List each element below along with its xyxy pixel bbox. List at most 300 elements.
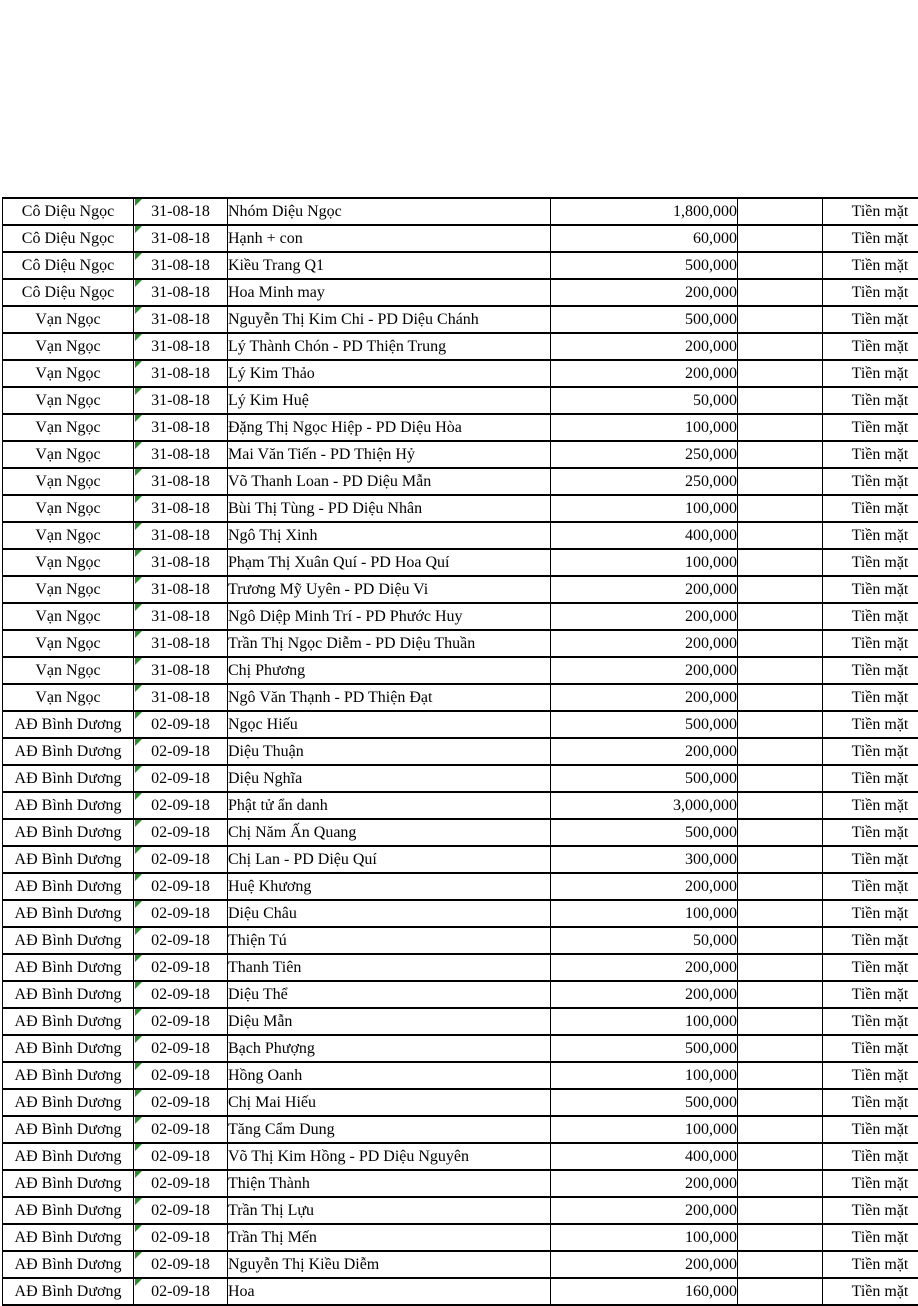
date-text: 31-08-18 bbox=[151, 662, 210, 679]
table-row bbox=[3, 900, 918, 927]
payment-method-cell[interactable]: Tiền mặt bbox=[823, 225, 918, 252]
payment-method-cell[interactable]: Tiền mặt bbox=[823, 468, 918, 495]
cell-error-indicator-icon bbox=[135, 604, 142, 611]
note-cell[interactable] bbox=[738, 198, 823, 225]
date-cell[interactable] bbox=[134, 684, 228, 711]
donor-name-cell[interactable]: Chị Mai Hiếu bbox=[228, 1089, 551, 1116]
date-cell[interactable] bbox=[134, 1035, 228, 1062]
amount-cell[interactable]: 300,000 bbox=[551, 846, 738, 873]
amount-cell[interactable]: 500,000 bbox=[551, 1035, 738, 1062]
payment-method-cell[interactable]: Tiền mặt bbox=[823, 792, 918, 819]
cell-error-indicator-icon bbox=[135, 1225, 142, 1232]
donor-name-cell[interactable]: Huệ Khương bbox=[228, 873, 551, 900]
payment-method-cell[interactable]: Tiền mặt bbox=[823, 1035, 918, 1062]
donor-name-cell[interactable]: Mai Văn Tiến - PD Thiện Hỷ bbox=[228, 441, 551, 468]
group-cell[interactable]: AĐ Bình Dương bbox=[3, 1116, 134, 1143]
date-cell[interactable] bbox=[134, 900, 228, 927]
payment-method-cell[interactable]: Tiền mặt bbox=[823, 738, 918, 765]
donor-name-cell[interactable]: Chị Năm Ấn Quang bbox=[228, 819, 551, 846]
date-cell[interactable] bbox=[134, 603, 228, 630]
donor-name-cell[interactable]: Chị Lan - PD Diệu Quí bbox=[228, 846, 551, 873]
group-cell[interactable]: AĐ Bình Dương bbox=[3, 900, 134, 927]
group-cell[interactable]: AĐ Bình Dương bbox=[3, 1197, 134, 1224]
donor-name-cell[interactable]: Bạch Phượng bbox=[228, 1035, 551, 1062]
note-cell[interactable] bbox=[738, 522, 823, 549]
note-cell[interactable] bbox=[738, 765, 823, 792]
donation-table bbox=[2, 197, 918, 1306]
amount-cell[interactable]: 500,000 bbox=[551, 711, 738, 738]
table-row bbox=[3, 1089, 918, 1116]
group-cell[interactable]: Vạn Ngọc bbox=[3, 603, 134, 630]
payment-method-cell[interactable]: Tiền mặt bbox=[823, 1224, 918, 1251]
payment-method-cell[interactable]: Tiền mặt bbox=[823, 252, 918, 279]
date-cell[interactable] bbox=[134, 738, 228, 765]
amount-cell[interactable]: 200,000 bbox=[551, 576, 738, 603]
date-cell[interactable] bbox=[134, 333, 228, 360]
donor-name-cell[interactable]: Ngô Thị Xinh bbox=[228, 522, 551, 549]
group-cell[interactable]: Vạn Ngọc bbox=[3, 549, 134, 576]
date-text: 02-09-18 bbox=[151, 1202, 210, 1219]
group-cell[interactable]: AĐ Bình Dương bbox=[3, 1008, 134, 1035]
date-cell[interactable] bbox=[134, 549, 228, 576]
group-cell[interactable]: AĐ Bình Dương bbox=[3, 846, 134, 873]
note-cell[interactable] bbox=[738, 549, 823, 576]
cell-error-indicator-icon bbox=[135, 1144, 142, 1151]
date-cell[interactable] bbox=[134, 1170, 228, 1197]
payment-method-cell[interactable]: Tiền mặt bbox=[823, 1197, 918, 1224]
group-cell[interactable]: AĐ Bình Dương bbox=[3, 873, 134, 900]
amount-cell[interactable]: 500,000 bbox=[551, 765, 738, 792]
table-row bbox=[3, 1224, 918, 1251]
amount-cell[interactable]: 200,000 bbox=[551, 873, 738, 900]
table-row bbox=[3, 576, 918, 603]
amount-cell[interactable]: 3,000,000 bbox=[551, 792, 738, 819]
date-cell[interactable] bbox=[134, 252, 228, 279]
payment-method-cell[interactable]: Tiền mặt bbox=[823, 1089, 918, 1116]
group-cell[interactable]: AĐ Bình Dương bbox=[3, 954, 134, 981]
donor-name-cell[interactable]: Hạnh + con bbox=[228, 225, 551, 252]
group-cell[interactable]: Vạn Ngọc bbox=[3, 684, 134, 711]
date-cell[interactable] bbox=[134, 846, 228, 873]
date-cell[interactable] bbox=[134, 765, 228, 792]
date-cell[interactable] bbox=[134, 927, 228, 954]
table-row bbox=[3, 198, 918, 225]
payment-method-cell[interactable]: Tiền mặt bbox=[823, 576, 918, 603]
cell-error-indicator-icon bbox=[135, 415, 142, 422]
amount-cell[interactable]: 50,000 bbox=[551, 387, 738, 414]
table-row bbox=[3, 1251, 918, 1278]
group-cell[interactable]: AĐ Bình Dương bbox=[3, 765, 134, 792]
donor-name-cell[interactable]: Nhóm Diệu Ngọc bbox=[228, 198, 551, 225]
group-cell[interactable]: Cô Diệu Ngọc bbox=[3, 225, 134, 252]
group-cell[interactable]: Vạn Ngọc bbox=[3, 306, 134, 333]
payment-method-cell[interactable]: Tiền mặt bbox=[823, 522, 918, 549]
cell-error-indicator-icon bbox=[135, 1036, 142, 1043]
date-text: 31-08-18 bbox=[151, 338, 210, 355]
note-cell[interactable] bbox=[738, 684, 823, 711]
payment-method-cell[interactable]: Tiền mặt bbox=[823, 981, 918, 1008]
date-cell[interactable] bbox=[134, 468, 228, 495]
group-cell[interactable]: AĐ Bình Dương bbox=[3, 711, 134, 738]
note-cell[interactable] bbox=[738, 711, 823, 738]
table-row bbox=[3, 1170, 918, 1197]
cell-error-indicator-icon bbox=[135, 982, 142, 989]
group-cell[interactable]: AĐ Bình Dương bbox=[3, 1224, 134, 1251]
table-row bbox=[3, 1035, 918, 1062]
note-cell[interactable] bbox=[738, 1251, 823, 1278]
cell-error-indicator-icon bbox=[135, 955, 142, 962]
amount-cell[interactable]: 200,000 bbox=[551, 333, 738, 360]
note-cell[interactable] bbox=[738, 603, 823, 630]
amount-cell[interactable]: 200,000 bbox=[551, 360, 738, 387]
group-cell[interactable]: Vạn Ngọc bbox=[3, 414, 134, 441]
date-cell[interactable] bbox=[134, 1278, 228, 1305]
note-cell[interactable] bbox=[738, 738, 823, 765]
group-cell[interactable]: AĐ Bình Dương bbox=[3, 1251, 134, 1278]
note-cell[interactable] bbox=[738, 1089, 823, 1116]
payment-method-cell[interactable]: Tiền mặt bbox=[823, 657, 918, 684]
cell-error-indicator-icon bbox=[135, 928, 142, 935]
note-cell[interactable] bbox=[738, 387, 823, 414]
payment-method-cell[interactable]: Tiền mặt bbox=[823, 198, 918, 225]
group-cell[interactable]: Vạn Ngọc bbox=[3, 441, 134, 468]
cell-error-indicator-icon bbox=[135, 1063, 142, 1070]
date-text: 31-08-18 bbox=[151, 689, 210, 706]
payment-method-cell[interactable]: Tiền mặt bbox=[823, 684, 918, 711]
note-cell[interactable] bbox=[738, 657, 823, 684]
cell-error-indicator-icon bbox=[135, 577, 142, 584]
cell-error-indicator-icon bbox=[135, 307, 142, 314]
amount-cell[interactable]: 400,000 bbox=[551, 1143, 738, 1170]
date-cell[interactable] bbox=[134, 1116, 228, 1143]
date-cell[interactable] bbox=[134, 792, 228, 819]
donor-name-cell[interactable]: Võ Thị Kim Hồng - PD Diệu Nguyên bbox=[228, 1143, 551, 1170]
donor-name-cell[interactable]: Ngọc Hiếu bbox=[228, 711, 551, 738]
date-text: 31-08-18 bbox=[151, 392, 210, 409]
donor-name-cell[interactable]: Nguyễn Thị Kim Chi - PD Diệu Chánh bbox=[228, 306, 551, 333]
group-cell[interactable]: AĐ Bình Dương bbox=[3, 792, 134, 819]
amount-cell[interactable]: 100,000 bbox=[551, 1224, 738, 1251]
cell-error-indicator-icon bbox=[135, 820, 142, 827]
note-cell[interactable] bbox=[738, 1116, 823, 1143]
group-cell[interactable]: AĐ Bình Dương bbox=[3, 1035, 134, 1062]
note-cell[interactable] bbox=[738, 1278, 823, 1305]
note-cell[interactable] bbox=[738, 1035, 823, 1062]
amount-cell[interactable]: 200,000 bbox=[551, 981, 738, 1008]
donor-name-cell[interactable]: Ngô Văn Thạnh - PD Thiện Đạt bbox=[228, 684, 551, 711]
date-cell[interactable] bbox=[134, 630, 228, 657]
donor-name-cell[interactable]: Tăng Cẩm Dung bbox=[228, 1116, 551, 1143]
group-cell[interactable]: AĐ Bình Dương bbox=[3, 981, 134, 1008]
cell-error-indicator-icon bbox=[135, 253, 142, 260]
group-cell[interactable]: Vạn Ngọc bbox=[3, 657, 134, 684]
payment-method-cell[interactable]: Tiền mặt bbox=[823, 1143, 918, 1170]
date-cell[interactable] bbox=[134, 225, 228, 252]
donor-name-cell[interactable]: Lý Kim Huệ bbox=[228, 387, 551, 414]
donor-name-cell[interactable]: Bùi Thị Tùng - PD Diệu Nhân bbox=[228, 495, 551, 522]
date-cell[interactable] bbox=[134, 657, 228, 684]
date-cell[interactable] bbox=[134, 360, 228, 387]
note-cell[interactable] bbox=[738, 279, 823, 306]
donor-name-cell[interactable]: Đặng Thị Ngọc Hiệp - PD Diệu Hòa bbox=[228, 414, 551, 441]
donor-name-cell[interactable]: Lý Kim Thảo bbox=[228, 360, 551, 387]
amount-cell[interactable]: 100,000 bbox=[551, 1008, 738, 1035]
amount-cell[interactable]: 200,000 bbox=[551, 684, 738, 711]
amount-cell[interactable]: 100,000 bbox=[551, 414, 738, 441]
table-row bbox=[3, 981, 918, 1008]
group-cell[interactable]: Vạn Ngọc bbox=[3, 387, 134, 414]
note-cell[interactable] bbox=[738, 333, 823, 360]
note-cell[interactable] bbox=[738, 468, 823, 495]
payment-method-cell[interactable]: Tiền mặt bbox=[823, 954, 918, 981]
amount-cell[interactable]: 500,000 bbox=[551, 819, 738, 846]
payment-method-cell[interactable]: Tiền mặt bbox=[823, 387, 918, 414]
date-cell[interactable] bbox=[134, 576, 228, 603]
amount-cell[interactable]: 200,000 bbox=[551, 657, 738, 684]
donor-name-cell[interactable]: Hồng Oanh bbox=[228, 1062, 551, 1089]
payment-method-cell[interactable]: Tiền mặt bbox=[823, 279, 918, 306]
donor-name-cell[interactable]: Thanh Tiên bbox=[228, 954, 551, 981]
cell-error-indicator-icon bbox=[135, 658, 142, 665]
group-cell[interactable]: Vạn Ngọc bbox=[3, 468, 134, 495]
payment-method-cell[interactable]: Tiền mặt bbox=[823, 1170, 918, 1197]
payment-method-cell[interactable]: Tiền mặt bbox=[823, 630, 918, 657]
note-cell[interactable] bbox=[738, 1062, 823, 1089]
table-row bbox=[3, 333, 918, 360]
note-cell[interactable] bbox=[738, 792, 823, 819]
date-cell[interactable] bbox=[134, 198, 228, 225]
date-text: 31-08-18 bbox=[151, 257, 210, 274]
date-cell[interactable] bbox=[134, 1008, 228, 1035]
table-row bbox=[3, 954, 918, 981]
group-cell[interactable]: Cô Diệu Ngọc bbox=[3, 198, 134, 225]
amount-cell[interactable]: 200,000 bbox=[551, 1197, 738, 1224]
date-cell[interactable] bbox=[134, 279, 228, 306]
date-text: 31-08-18 bbox=[151, 527, 210, 544]
group-cell[interactable]: AĐ Bình Dương bbox=[3, 1278, 134, 1305]
donor-name-cell[interactable]: Thiện Tú bbox=[228, 927, 551, 954]
cell-error-indicator-icon bbox=[135, 1171, 142, 1178]
amount-cell[interactable]: 100,000 bbox=[551, 1062, 738, 1089]
donor-name-cell[interactable]: Trần Thị Ngọc Diễm - PD Diệu Thuần bbox=[228, 630, 551, 657]
payment-method-cell[interactable]: Tiền mặt bbox=[823, 1251, 918, 1278]
donor-name-cell[interactable]: Trần Thị Mến bbox=[228, 1224, 551, 1251]
note-cell[interactable] bbox=[738, 360, 823, 387]
note-cell[interactable] bbox=[738, 576, 823, 603]
date-cell[interactable] bbox=[134, 306, 228, 333]
note-cell[interactable] bbox=[738, 414, 823, 441]
group-cell[interactable]: Cô Diệu Ngọc bbox=[3, 252, 134, 279]
amount-cell[interactable]: 200,000 bbox=[551, 603, 738, 630]
payment-method-cell[interactable]: Tiền mặt bbox=[823, 873, 918, 900]
donor-name-cell[interactable]: Nguyễn Thị Kiều Diễm bbox=[228, 1251, 551, 1278]
date-cell[interactable] bbox=[134, 1224, 228, 1251]
payment-method-cell[interactable]: Tiền mặt bbox=[823, 846, 918, 873]
table-row bbox=[3, 738, 918, 765]
amount-cell[interactable]: 200,000 bbox=[551, 738, 738, 765]
cell-error-indicator-icon bbox=[135, 1252, 142, 1259]
donor-name-cell[interactable]: Lý Thành Chón - PD Thiện Trung bbox=[228, 333, 551, 360]
amount-cell[interactable]: 100,000 bbox=[551, 549, 738, 576]
note-cell[interactable] bbox=[738, 1008, 823, 1035]
note-cell[interactable] bbox=[738, 819, 823, 846]
payment-method-cell[interactable]: Tiền mặt bbox=[823, 306, 918, 333]
cell-error-indicator-icon bbox=[135, 1279, 142, 1286]
date-cell[interactable] bbox=[134, 711, 228, 738]
donor-name-cell[interactable]: Võ Thanh Loan - PD Diệu Mẫn bbox=[228, 468, 551, 495]
date-cell[interactable] bbox=[134, 387, 228, 414]
date-cell[interactable] bbox=[134, 522, 228, 549]
note-cell[interactable] bbox=[738, 306, 823, 333]
note-cell[interactable] bbox=[738, 1197, 823, 1224]
note-cell[interactable] bbox=[738, 846, 823, 873]
cell-error-indicator-icon bbox=[135, 901, 142, 908]
donor-name-cell[interactable]: Trương Mỹ Uyên - PD Diệu Vi bbox=[228, 576, 551, 603]
donor-name-cell[interactable]: Diệu Mẫn bbox=[228, 1008, 551, 1035]
date-cell[interactable] bbox=[134, 954, 228, 981]
donor-name-cell[interactable]: Diệu Thuận bbox=[228, 738, 551, 765]
donor-name-cell[interactable]: Phật tử ẩn danh bbox=[228, 792, 551, 819]
note-cell[interactable] bbox=[738, 981, 823, 1008]
group-cell[interactable]: AĐ Bình Dương bbox=[3, 738, 134, 765]
amount-cell[interactable]: 500,000 bbox=[551, 1089, 738, 1116]
payment-method-cell[interactable]: Tiền mặt bbox=[823, 1008, 918, 1035]
donor-name-cell[interactable]: Phạm Thị Xuân Quí - PD Hoa Quí bbox=[228, 549, 551, 576]
amount-cell[interactable]: 400,000 bbox=[551, 522, 738, 549]
group-cell[interactable]: AĐ Bình Dương bbox=[3, 1089, 134, 1116]
amount-cell[interactable]: 200,000 bbox=[551, 954, 738, 981]
note-cell[interactable] bbox=[738, 252, 823, 279]
date-text: 02-09-18 bbox=[151, 716, 210, 733]
group-cell[interactable]: Vạn Ngọc bbox=[3, 630, 134, 657]
date-cell[interactable] bbox=[134, 873, 228, 900]
note-cell[interactable] bbox=[738, 1143, 823, 1170]
donor-name-cell[interactable]: Chị Phương bbox=[228, 657, 551, 684]
group-cell[interactable]: AĐ Bình Dương bbox=[3, 1062, 134, 1089]
date-cell[interactable] bbox=[134, 981, 228, 1008]
payment-method-cell[interactable]: Tiền mặt bbox=[823, 1062, 918, 1089]
donor-name-cell[interactable]: Hoa Minh may bbox=[228, 279, 551, 306]
payment-method-cell[interactable]: Tiền mặt bbox=[823, 1116, 918, 1143]
amount-cell[interactable]: 200,000 bbox=[551, 1170, 738, 1197]
cell-error-indicator-icon bbox=[135, 388, 142, 395]
table-row bbox=[3, 360, 918, 387]
group-cell[interactable]: Vạn Ngọc bbox=[3, 522, 134, 549]
note-cell[interactable] bbox=[738, 225, 823, 252]
payment-method-cell[interactable]: Tiền mặt bbox=[823, 441, 918, 468]
note-cell[interactable] bbox=[738, 1224, 823, 1251]
group-cell[interactable]: Vạn Ngọc bbox=[3, 495, 134, 522]
date-text: 31-08-18 bbox=[151, 581, 210, 598]
group-cell[interactable]: Vạn Ngọc bbox=[3, 576, 134, 603]
amount-cell[interactable]: 100,000 bbox=[551, 1116, 738, 1143]
table-row bbox=[3, 819, 918, 846]
date-cell[interactable] bbox=[134, 819, 228, 846]
date-cell[interactable] bbox=[134, 441, 228, 468]
date-cell[interactable] bbox=[134, 1197, 228, 1224]
note-cell[interactable] bbox=[738, 954, 823, 981]
group-cell[interactable]: AĐ Bình Dương bbox=[3, 927, 134, 954]
donor-name-cell[interactable]: Diệu Nghĩa bbox=[228, 765, 551, 792]
date-text: 02-09-18 bbox=[151, 1094, 210, 1111]
date-text: 02-09-18 bbox=[151, 1229, 210, 1246]
amount-cell[interactable]: 1,800,000 bbox=[551, 198, 738, 225]
amount-cell[interactable]: 160,000 bbox=[551, 1278, 738, 1305]
date-cell[interactable] bbox=[134, 495, 228, 522]
donor-name-cell[interactable]: Diệu Thể bbox=[228, 981, 551, 1008]
amount-cell[interactable]: 60,000 bbox=[551, 225, 738, 252]
group-cell[interactable]: AĐ Bình Dương bbox=[3, 1143, 134, 1170]
note-cell[interactable] bbox=[738, 441, 823, 468]
group-cell[interactable]: Vạn Ngọc bbox=[3, 333, 134, 360]
amount-cell[interactable]: 200,000 bbox=[551, 630, 738, 657]
payment-method-cell[interactable]: Tiền mặt bbox=[823, 333, 918, 360]
note-cell[interactable] bbox=[738, 900, 823, 927]
donor-name-cell[interactable]: Hoa bbox=[228, 1278, 551, 1305]
amount-cell[interactable]: 200,000 bbox=[551, 1251, 738, 1278]
date-cell[interactable] bbox=[134, 1062, 228, 1089]
donor-name-cell[interactable]: Ngô Diệp Minh Trí - PD Phước Huy bbox=[228, 603, 551, 630]
note-cell[interactable] bbox=[738, 495, 823, 522]
amount-cell[interactable]: 500,000 bbox=[551, 252, 738, 279]
donor-name-cell[interactable]: Kiều Trang Q1 bbox=[228, 252, 551, 279]
payment-method-cell[interactable]: Tiền mặt bbox=[823, 495, 918, 522]
note-cell[interactable] bbox=[738, 630, 823, 657]
amount-cell[interactable]: 250,000 bbox=[551, 441, 738, 468]
table-row bbox=[3, 1143, 918, 1170]
payment-method-cell[interactable]: Tiền mặt bbox=[823, 927, 918, 954]
note-cell[interactable] bbox=[738, 927, 823, 954]
amount-cell[interactable]: 250,000 bbox=[551, 468, 738, 495]
payment-method-cell[interactable]: Tiền mặt bbox=[823, 603, 918, 630]
date-text: 02-09-18 bbox=[151, 932, 210, 949]
date-cell[interactable] bbox=[134, 1089, 228, 1116]
payment-method-cell[interactable]: Tiền mặt bbox=[823, 819, 918, 846]
date-text: 02-09-18 bbox=[151, 1067, 210, 1084]
payment-method-cell[interactable]: Tiền mặt bbox=[823, 900, 918, 927]
date-text: 31-08-18 bbox=[151, 311, 210, 328]
payment-method-cell[interactable]: Tiền mặt bbox=[823, 549, 918, 576]
group-cell[interactable]: Vạn Ngọc bbox=[3, 360, 134, 387]
date-cell[interactable] bbox=[134, 1143, 228, 1170]
group-cell[interactable]: AĐ Bình Dương bbox=[3, 1170, 134, 1197]
payment-method-cell[interactable]: Tiền mặt bbox=[823, 1278, 918, 1305]
table-row bbox=[3, 225, 918, 252]
amount-cell[interactable]: 100,000 bbox=[551, 900, 738, 927]
note-cell[interactable] bbox=[738, 1170, 823, 1197]
amount-cell[interactable]: 200,000 bbox=[551, 279, 738, 306]
amount-cell[interactable]: 100,000 bbox=[551, 495, 738, 522]
payment-method-cell[interactable]: Tiền mặt bbox=[823, 414, 918, 441]
date-text: 31-08-18 bbox=[151, 365, 210, 382]
cell-error-indicator-icon bbox=[135, 1198, 142, 1205]
amount-cell[interactable]: 500,000 bbox=[551, 306, 738, 333]
payment-method-cell[interactable]: Tiền mặt bbox=[823, 711, 918, 738]
payment-method-cell[interactable]: Tiền mặt bbox=[823, 360, 918, 387]
donor-name-cell[interactable]: Trần Thị Lựu bbox=[228, 1197, 551, 1224]
amount-cell[interactable]: 50,000 bbox=[551, 927, 738, 954]
date-cell[interactable] bbox=[134, 1251, 228, 1278]
donor-name-cell[interactable]: Thiện Thành bbox=[228, 1170, 551, 1197]
group-cell[interactable]: AĐ Bình Dương bbox=[3, 819, 134, 846]
group-cell[interactable]: Cô Diệu Ngọc bbox=[3, 279, 134, 306]
table-row bbox=[3, 657, 918, 684]
note-cell[interactable] bbox=[738, 873, 823, 900]
donor-name-cell[interactable]: Diệu Châu bbox=[228, 900, 551, 927]
payment-method-cell[interactable]: Tiền mặt bbox=[823, 765, 918, 792]
date-cell[interactable] bbox=[134, 414, 228, 441]
date-text: 02-09-18 bbox=[151, 1148, 210, 1165]
